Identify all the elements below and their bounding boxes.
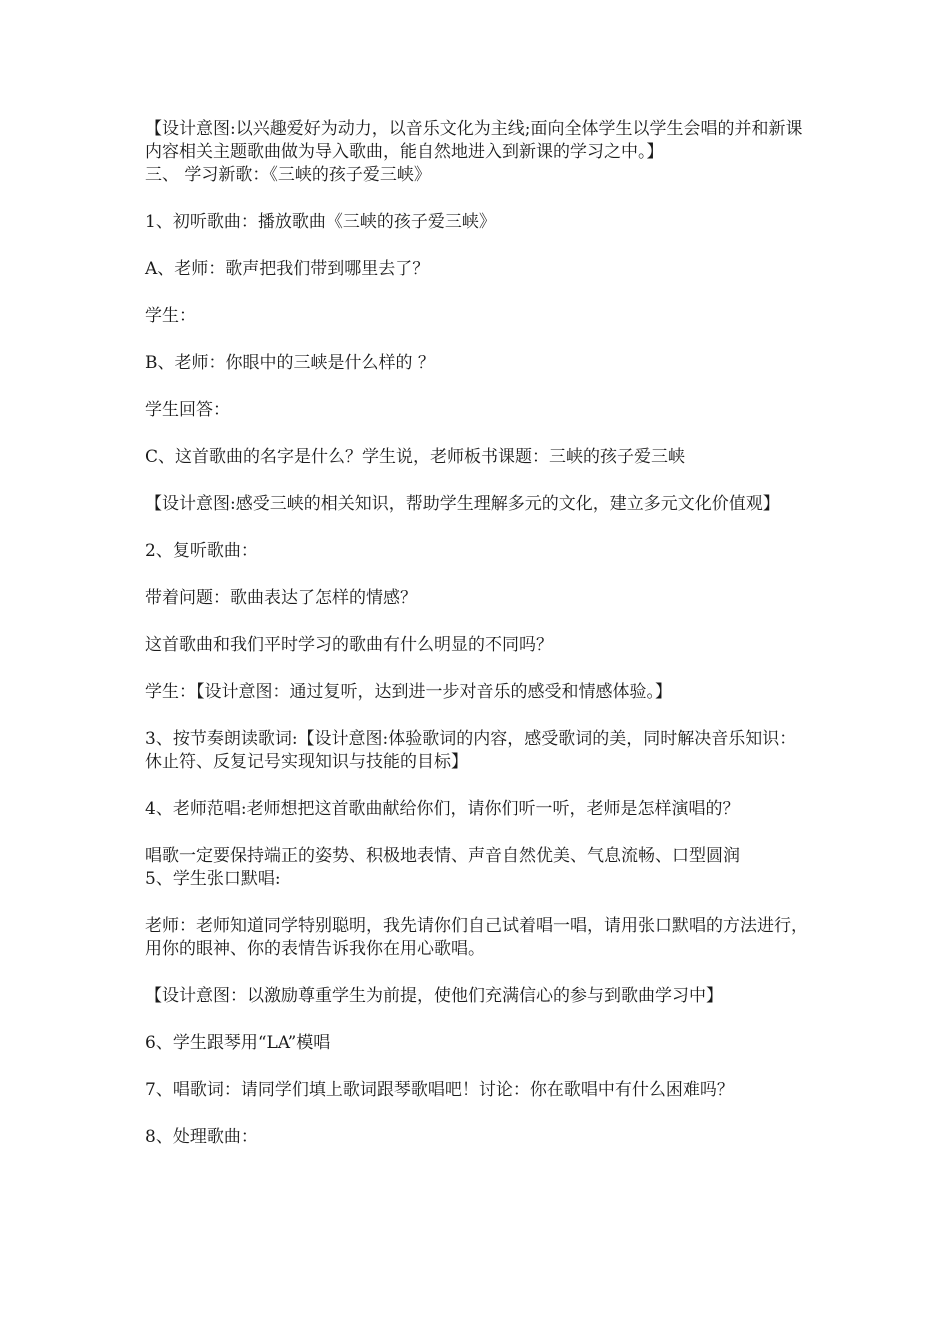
section-heading: 三、 学习新歌：《三峡的孩子爱三峡》: [145, 165, 431, 185]
student-answer: 学生回答：: [145, 400, 230, 420]
teacher-instruction: 老师：老师知道同学特别聪明，我先请你们自己试着唱一唱，请用张口默唱的方法进行，用你的眼神、你的表情告诉我你在用心歌唱。: [145, 916, 808, 959]
step-3-paragraph: 3、按节奏朗读歌词:【设计意图:体验歌词的内容，感受歌词的美，同时解决音乐知识：休止符、反复记号实现知识与技能的目标】: [145, 729, 797, 772]
step-5-paragraph: 5、学生张口默唱:: [145, 869, 281, 889]
step-6-paragraph: 6、学生跟琴用“LA”模唱: [145, 1033, 331, 1053]
step-7-paragraph: 7、唱歌词：请同学们填上歌词跟琴歌唱吧！讨论：你在歌唱中有什么困难吗？: [145, 1080, 734, 1100]
question-paragraph: 带着问题：歌曲表达了怎样的情感？: [145, 588, 417, 608]
step-2-paragraph: 2、复听歌曲：: [145, 541, 258, 561]
step-4-paragraph: 4、老师范唱:老师想把这首歌曲献给你们，请你们听一听，老师是怎样演唱的？: [145, 799, 740, 819]
step-8-paragraph: 8、处理歌曲：: [145, 1127, 258, 1147]
question-paragraph: 这首歌曲和我们平时学习的歌曲有什么明显的不同吗？: [145, 635, 553, 655]
teacher-question-a: A、老师：歌声把我们带到哪里去了？: [145, 259, 430, 279]
design-intent-paragraph: 【设计意图：以激励尊重学生为前提，使他们充满信心的参与到歌曲学习中】: [145, 986, 723, 1006]
design-intent-paragraph: 【设计意图:感受三峡的相关知识，帮助学生理解多元的文化，建立多元文化价值观】: [145, 494, 780, 514]
document-body: [145, 118, 810, 1149]
teacher-question-c: C、这首歌曲的名字是什么？学生说，老师板书课题：三峡的孩子爱三峡: [145, 447, 686, 467]
step-1-paragraph: 1、初听歌曲：播放歌曲《三峡的孩子爱三峡》: [145, 212, 496, 232]
singing-guidance: 唱歌一定要保持端正的姿势、积极地表情、声音自然优美、气息流畅、口型圆润: [145, 846, 740, 866]
teacher-question-b: B、老师：你眼中的三峡是什么样的 ？: [145, 353, 435, 373]
student-response: 学生：: [145, 306, 196, 326]
student-design-intent: 学生：【设计意图：通过复听，达到进一步对音乐的感受和情感体验。】: [145, 682, 672, 702]
design-intent-paragraph: 【设计意图:以兴趣爱好为动力，以音乐文化为主线;面向全体学生以学生会唱的并和新课内容相关主题歌曲做为导入歌曲，能自然地进入到新课的学习之中。】: [145, 119, 803, 162]
